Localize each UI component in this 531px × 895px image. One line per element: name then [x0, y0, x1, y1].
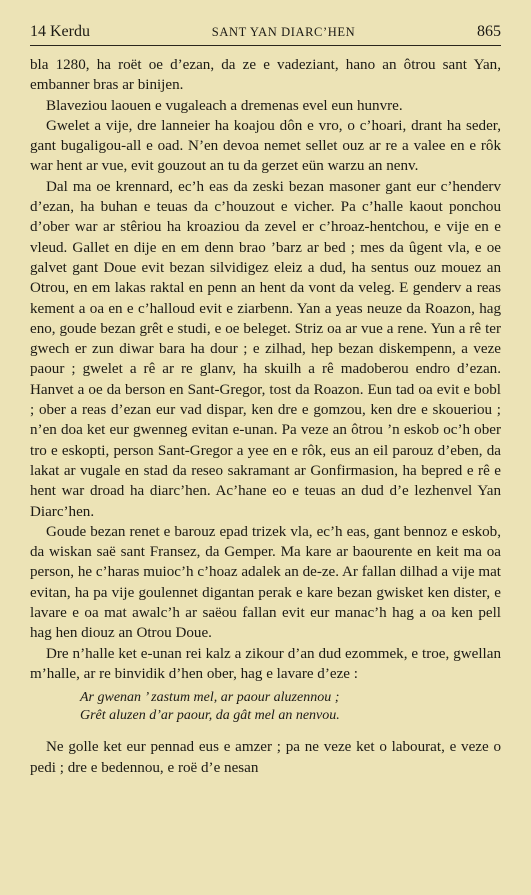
header-left: 14 Kerdu	[30, 23, 90, 40]
page-number: 865	[477, 23, 501, 40]
page-body	[30, 55, 501, 778]
paragraph: Dre n’halle ket e-unan rei kalz a zikour d’an dud ezommek, e troe, gwellan m’halle, ar re binvidik d’hen ober, hag e lavare d’eze :	[30, 645, 501, 682]
paragraph: Dal ma oe krennard, ec’h eas da zeski bezan masoner gant eur c’henderv d’ezan, ha buhan e teuas da c’houzout e vicher. Pa c’halle kaout ponchou d’ober war ar stêriou ha kroaziou da zevel er c’hroaz-hentchou, e vije en e vleud. Gallet en dije en em denn brao ’barz ar bed ; mes da ûgent vla, e oe galvet gant Doue evit bezan silvidigez eleiz a dud, ha sentus ouz mouez an Otrou, en em lakas raktal en penn an hent da vont da veleg. E genderv a reas kement a oa en e c’halloud evit e ziarbenn. Yan a yeas neuze da Roazon, hag eno, goude bezan grêt e studi, e oe beleget. Striz oa ar vue a rene. Yun a rê ter gwech er zun diwar bara ha dour ; e zilhad, hep bezan diskempenn, a veze paour ; gwelet a rê ar re glanv, ha skuilh a rê madoberou endro d’ezan. Hanvet a oe da berson en Sant-Gregor, tost da Roazon. Eun tad oa evit e bobl ; ober a reas d’ezan eur vad dispar, ken dre e gomzou, ken dre e skoueriou ; n’en doa ket eur gwenneg evitan e-unan. Pa veze an ôtrou ’n eskob oc’h ober tro e eskopti, person Sant-Gregor a yee en e rôk, eus an eil parouz d’eben, da lakat ar vugale en stad da reseo sakramant ar Gonfirmasion, ha bepred e rê e hent war droad ha diarc’hen. Ac’hane eo e teuas an dud d’e lezhenvel Yan Diarc’hen.	[30, 178, 501, 520]
paragraph: Blaveziou laouen e vugaleach a dremenas evel eun hunvre.	[46, 97, 403, 114]
verse-quote	[30, 689, 501, 725]
header-title: SANT YAN DIARC’HEN	[211, 25, 356, 39]
paragraph: bla 1280, ha roët oe d’ezan, da ze e vadeziant, hano an ôtrou sant Yan, embanner bras ar binijen.	[30, 57, 501, 94]
verse-line: Grêt aluzen d’ar paour, da gât mel an nenvou.	[80, 708, 340, 724]
paragraph: Ne golle ket eur pennad eus e amzer ; pa ne veze ket o labourat, e veze o pedi ; dre e bedennou, e roë d’e nesan	[30, 739, 501, 776]
paragraph: Goude bezan renet e barouz epad trizek vla, ec’h eas, gant bennoz e eskob, da wiskan saë sant Fransez, da Gemper. Ma kare ar baourente en keit ma oa person, he c’haras muioc’h c’hoaz adalek an de-ze. Ar fallan dilhad a vije mat evitan, ha pa vije goulennet digantan perak e kare bezan gwisket ken dister, e lavare e oa mat awalc’h ar saëou fallan evit eur manac’h hag a oa ken pell hag hen diouz an Otrou Doue.	[30, 523, 501, 642]
paragraph: Gwelet a vije, dre lanneier ha koajou dôn e vro, o c’hoari, drant ha seder, gant bugaligou-all e oad. N’en devoa nemet sellet ouz ar re a valee en e rôk war hent ar vue, evit gouzout an tu da gerzet eün warzu an nenv.	[30, 117, 501, 175]
running-header	[30, 22, 501, 46]
verse-line: Ar gwenan ’ zastum mel, ar paour aluzennou ;	[80, 690, 340, 706]
